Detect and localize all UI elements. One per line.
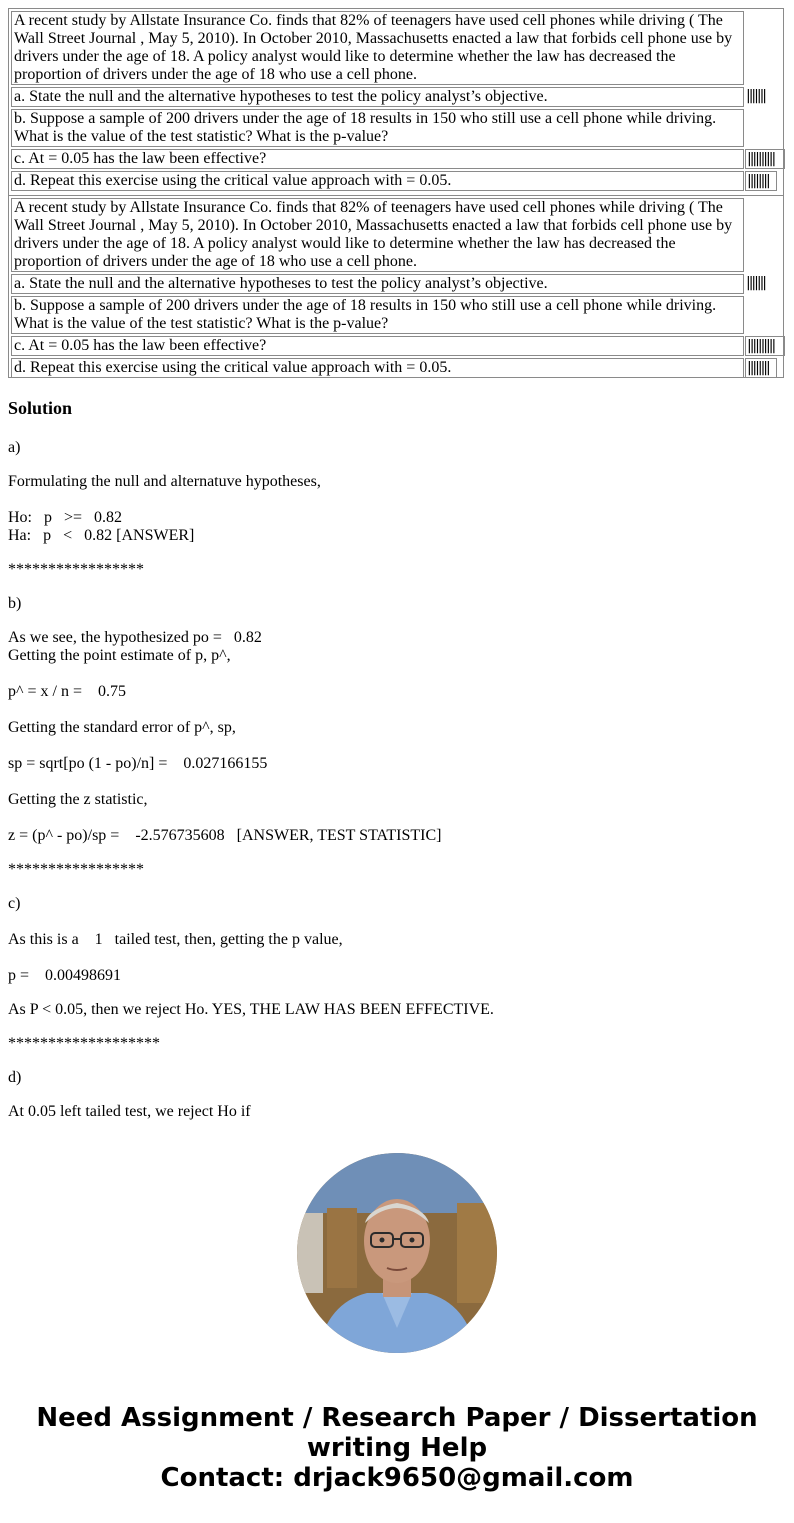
part-d-label: d) (8, 1069, 22, 1086)
bars-d: |||||||| (745, 358, 777, 378)
question-table (8, 8, 784, 378)
conclusion: As P < 0.05, then we reject Ho. YES, THE LAW HAS BEEN EFFECTIVE. (8, 1001, 494, 1018)
point-estimate: p^ = x / n = 0.75 (8, 683, 126, 700)
bars-d: |||||||| (745, 171, 777, 191)
question-part-c: c. At = 0.05 has the law been effective? (11, 336, 744, 356)
question-intro: A recent study by Allstate Insurance Co. finds that 82% of teenagers have used cell phones while driving ( The Wall Street Journal , May 5, 2010). In October 2010, Massachusetts enacted a law that forbids cell phone use by drivers under the age of 18. A policy analyst would like to determine whether the law has decreased the proportion of drivers under the age of 18 who use a cell phone. (11, 11, 744, 85)
author-photo (297, 1153, 497, 1353)
hypothesized-po: As we see, the hypothesized po = 0.82 (8, 629, 262, 646)
std-error: sp = sqrt[po (1 - po)/n] = 0.027166155 (8, 755, 268, 772)
question-part-a: a. State the null and the alternative hypotheses to test the policy analyst’s objective. (11, 87, 744, 107)
point-estimate-label: Getting the point estimate of p, p^, (8, 647, 231, 664)
bars-a: ||||||| (746, 275, 766, 291)
std-error-label: Getting the standard error of p^, sp, (8, 719, 236, 736)
question-part-d: d. Repeat this exercise using the critical value approach with = 0.05. (11, 358, 744, 378)
p-value: p = 0.00498691 (8, 967, 122, 984)
solution-heading: Solution (8, 398, 73, 418)
question-part-a: a. State the null and the alternative hypotheses to test the policy analyst’s objective. (11, 274, 744, 294)
separator: ******************* (8, 1035, 160, 1052)
z-stat: z = (p^ - po)/sp = -2.576735608 [ANSWER, TEST STATISTIC] (8, 827, 442, 844)
separator: ***************** (8, 561, 144, 578)
question-part-b: b. Suppose a sample of 200 drivers under the age of 18 results in 150 who still use a cell phone while driving. What is the value of the test statistic? What is the p-value? (11, 296, 744, 334)
tailed-text: As this is a 1 tailed test, then, getting the p value, (8, 931, 343, 948)
reject-rule: At 0.05 left tailed test, we reject Ho if (8, 1103, 251, 1120)
question-block-2 (9, 195, 783, 380)
alt-hypothesis: Ha: p < 0.82 [ANSWER] (8, 527, 195, 544)
question-part-d: d. Repeat this exercise using the critical value approach with = 0.05. (11, 171, 744, 191)
bars-a: ||||||| (746, 88, 766, 104)
part-c-label: c) (8, 895, 21, 912)
part-a-label: a) (8, 439, 21, 456)
null-hypothesis: Ho: p >= 0.82 (8, 509, 123, 526)
question-block-1 (9, 9, 783, 194)
footer-banner (0, 1403, 794, 1493)
separator: ***************** (8, 861, 144, 878)
part-b-label: b) (8, 595, 22, 612)
footer-contact[interactable]: Contact: drjack9650@gmail.com (160, 1463, 634, 1493)
footer-line-2: writing Help (306, 1433, 488, 1463)
question-part-c: c. At = 0.05 has the law been effective? (11, 149, 744, 169)
question-part-b: b. Suppose a sample of 200 drivers under the age of 18 results in 150 who still use a cell phone while driving. What is the value of the test statistic? What is the p-value? (11, 109, 744, 147)
question-intro: A recent study by Allstate Insurance Co. finds that 82% of teenagers have used cell phones while driving ( The Wall Street Journal , May 5, 2010). In October 2010, Massachusetts enacted a law that forbids cell phone use by drivers under the age of 18. A policy analyst would like to determine whether the law has decreased the proportion of drivers under the age of 18 who use a cell phone. (11, 198, 744, 272)
bars-c: |||||||||| (745, 149, 785, 169)
formulating-text: Formulating the null and alternatuve hypotheses, (8, 473, 321, 490)
footer-line-1: Need Assignment / Research Paper / Dissertation (36, 1403, 758, 1433)
bars-c: |||||||||| (745, 336, 785, 356)
z-stat-label: Getting the z statistic, (8, 791, 148, 808)
